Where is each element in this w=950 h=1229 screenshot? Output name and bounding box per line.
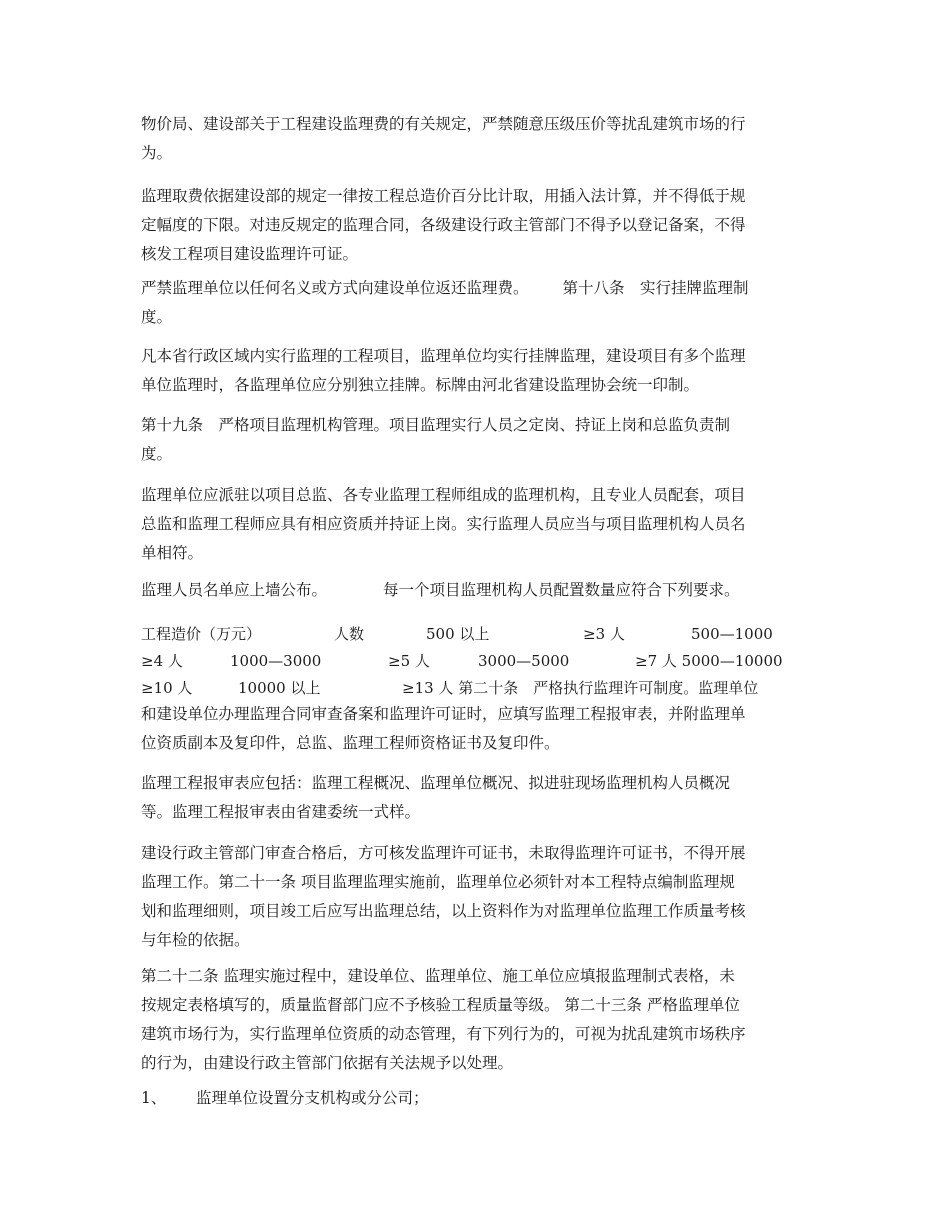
text-line: 建筑市场行为，实行监理单位资质的动态管理，有下列行为的，可视为扰乱建筑市场秩序 bbox=[141, 1025, 746, 1043]
paragraph-3 bbox=[141, 274, 811, 332]
text-line: 单相符。 bbox=[141, 544, 204, 562]
table-cell: ≥3 人 bbox=[583, 625, 625, 643]
text-line: 核发工程项目建设监理许可证。 bbox=[141, 245, 359, 263]
staffing-table bbox=[141, 620, 811, 701]
list-text: 监理单位设置分支机构或分公司； bbox=[196, 1089, 429, 1107]
table-cell: 人数 bbox=[334, 625, 365, 643]
text-line: 为。 bbox=[141, 144, 173, 162]
table-cell: 工程造价（万元） bbox=[141, 625, 262, 643]
text-line: 总监和监理工程师应具有相应资质并持证上岗。实行监理人员应当与项目监理机构人员名 bbox=[141, 515, 746, 533]
text-line: 划和监理细则，项目竣工后应写出监理总结，以上资料作为对监理单位监理工作质量考核 bbox=[141, 902, 746, 920]
text-segment: 严禁监理单位以任何名义或方式向建设单位返还监理费。 bbox=[141, 279, 529, 297]
text-line: 的行为，由建设行政主管部门依据有关法规予以处理。 bbox=[141, 1054, 514, 1072]
paragraph-6 bbox=[141, 481, 811, 568]
table-cell: 500 以上 bbox=[426, 625, 490, 643]
list-item bbox=[0, 1084, 950, 1113]
text-line: 位资质副本及复印件，总监、监理工程师资格证书及复印件。 bbox=[141, 734, 560, 752]
table-row bbox=[141, 647, 811, 674]
table-cell: ≥5 人 bbox=[388, 652, 430, 670]
text-line: 与年检的依据。 bbox=[141, 931, 250, 949]
paragraph-4 bbox=[141, 342, 811, 400]
text-line: 第十九条 严格项目监理机构管理。项目监理实行人员之定岗、持证上岗和总监负责制 bbox=[141, 416, 731, 434]
text-line: 定幅度的下限。对违反规定的监理合同，各级建设行政主管部门不得予以登记备案，不得 bbox=[141, 216, 746, 234]
table-row bbox=[141, 674, 811, 701]
table-cell: ≥10 人 bbox=[141, 679, 193, 697]
text-line bbox=[141, 274, 811, 303]
table-cell: ≥13 人 第二十条 严格执行监理许可制度。监理单位 bbox=[402, 679, 759, 697]
text-line: 度。 bbox=[141, 445, 173, 463]
text-line: 按规定表格填写的，质量监督部门应不予核验工程质量等级。 第二十三条 严格监理单位 bbox=[141, 996, 740, 1014]
table-cell: ≥4 人 bbox=[141, 652, 183, 670]
paragraph-9 bbox=[141, 769, 811, 827]
table-cell: ≥7 人 5000—10000 bbox=[635, 652, 783, 670]
list-number: 1、 bbox=[141, 1089, 167, 1107]
paragraph-2 bbox=[141, 182, 811, 269]
text-line: 单位监理时，各监理单位应分别独立挂牌。标牌由河北省建设监理协会统一印制。 bbox=[141, 376, 700, 394]
text-line: 监理取费依据建设部的规定一律按工程总造价百分比计取，用插入法计算，并不得低于规 bbox=[141, 187, 746, 205]
paragraph-5 bbox=[141, 411, 811, 469]
text-line: 监理单位应派驻以项目总监、各专业监理工程师组成的监理机构，且专业人员配套，项目 bbox=[141, 486, 746, 504]
text-line: 第二十二条 监理实施过程中，建设单位、监理单位、施工单位应填报监理制式表格，未 bbox=[141, 967, 735, 985]
text-line bbox=[141, 576, 811, 605]
text-line: 度。 bbox=[141, 308, 173, 326]
paragraph-7 bbox=[141, 576, 811, 605]
text-line: 建设行政主管部门审查合格后，方可核发监理许可证书，未取得监理许可证书，不得开展 bbox=[141, 844, 746, 862]
table-cell: 3000—5000 bbox=[478, 652, 570, 670]
text-line: 监理工程报审表应包括：监理工程概况、监理单位概况、拟进驻现场监理机构人员概况 bbox=[141, 774, 731, 792]
text-line: 监理工作。第二十一条 项目监理监理实施前，监理单位必须针对本工程特点编制监理规 bbox=[141, 873, 735, 891]
paragraph-10 bbox=[141, 839, 811, 955]
text-line: 等。监理工程报审表由省建委统一式样。 bbox=[141, 803, 421, 821]
paragraph-1 bbox=[141, 110, 811, 168]
text-line: 凡本省行政区域内实行监理的工程项目，监理单位均实行挂牌监理，建设项目有多个监理 bbox=[141, 347, 746, 365]
table-cell: 500—1000 bbox=[691, 625, 773, 643]
text-line: 物价局、建设部关于工程建设监理费的有关规定，严禁随意压级压价等扰乱建筑市场的行 bbox=[141, 115, 746, 133]
paragraph-8 bbox=[141, 700, 811, 758]
text-segment: 监理人员名单应上墙公布。 bbox=[141, 581, 328, 599]
text-line: 和建设单位办理监理合同审查备案和监理许可证时，应填写监理工程报审表，并附监理单 bbox=[141, 705, 746, 723]
table-row bbox=[141, 620, 811, 647]
paragraph-11 bbox=[141, 962, 811, 1078]
text-segment: 每一个项目监理机构人员配置数量应符合下列要求。 bbox=[383, 581, 740, 599]
article-18-heading: 第十八条 实行挂牌监理制 bbox=[562, 279, 749, 297]
table-cell: 10000 以上 bbox=[238, 679, 321, 697]
table-cell: 1000—3000 bbox=[230, 652, 322, 670]
